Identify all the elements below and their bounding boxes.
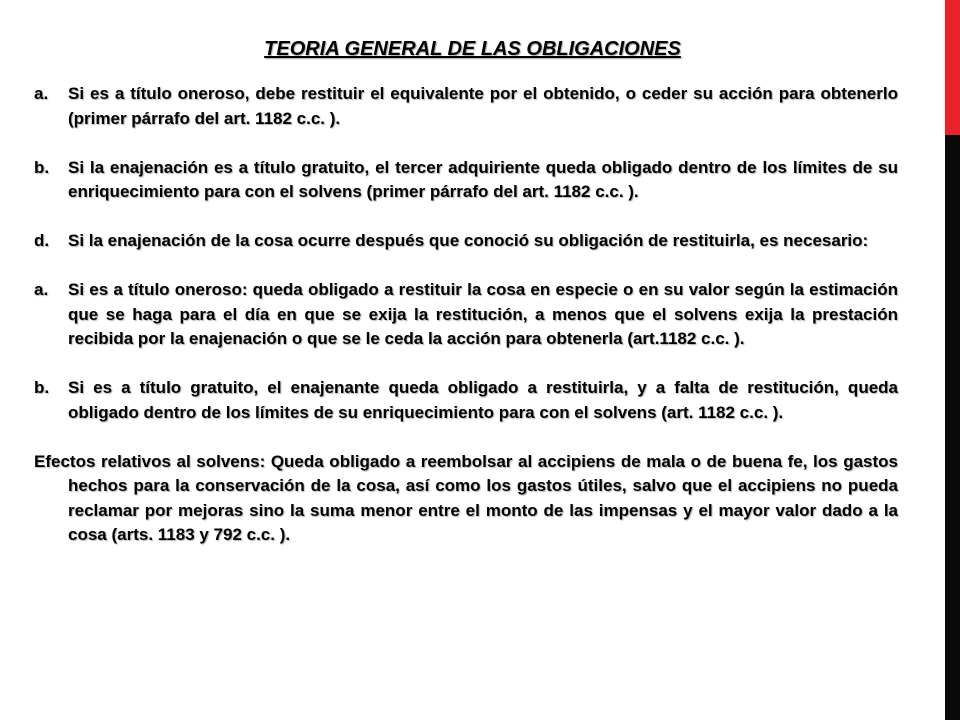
list-item-text: Si es a título oneroso, debe restituir el equivalente por el obtenido, o ceder su acción para obtenerlo (primer párrafo del art. 1182 c.c. ). [68, 84, 898, 128]
list-item-text: Si es a título gratuito, el enajenante queda obligado a restituirla, y a falta de restitución, queda obligado dentro de los límites de su enriquecimiento para con el solvens (art. 1182 c.c. ). [68, 378, 898, 422]
list-item-a-oneroso [34, 82, 898, 131]
list-marker: a. [34, 280, 49, 299]
slide-title: TEORIA GENERAL DE LAS OBLIGACIONES [264, 38, 681, 60]
list-marker: b. [34, 157, 50, 177]
list-item-b-gratuito [34, 156, 898, 205]
list-marker: d. [34, 231, 50, 250]
accent-bar-bottom [945, 135, 960, 720]
list-item-a-oneroso-restituir [34, 278, 898, 352]
list-marker: b. [34, 378, 50, 397]
slide-content [34, 82, 898, 548]
list-item-d-enajenacion [34, 229, 898, 254]
accent-bar-top [945, 0, 960, 135]
effects-paragraph: Efectos relativos al solvens: Queda obligado a reembolsar al accipiens de mala o de buena fe, los gastos hechos para la conservación de la cosa, así como los gastos útiles, salvo que el accipiens no pueda reclamar por mejoras sino la suma menor entre el monto de las impensas y el mayor valor dado a la cosa (arts. 1183 y 792 c.c. ). [34, 451, 898, 544]
list-marker: a. [34, 84, 49, 103]
list-item-text: Si la enajenación de la cosa ocurre después que conoció su obligación de restituirla, es necesario: [68, 231, 869, 250]
list-item-text: Si la enajenación es a título gratuito, el tercer adquiriente queda obligado dentro de los límites de su enriquecimiento para con el solvens (primer párrafo del art. 1182 c.c. ). [68, 157, 898, 201]
list-item-text: Si es a título oneroso: queda obligado a restituir la cosa en especie o en su valor según la estimación que se haga para el día en que se exija la restitución, a menos que el solvens exija la prestación recibida por la enajenación o que se le ceda la acción para obtenerla (art.1182 c.c. ). [68, 280, 898, 348]
list-item-b-gratuito-enajenante [34, 376, 898, 425]
